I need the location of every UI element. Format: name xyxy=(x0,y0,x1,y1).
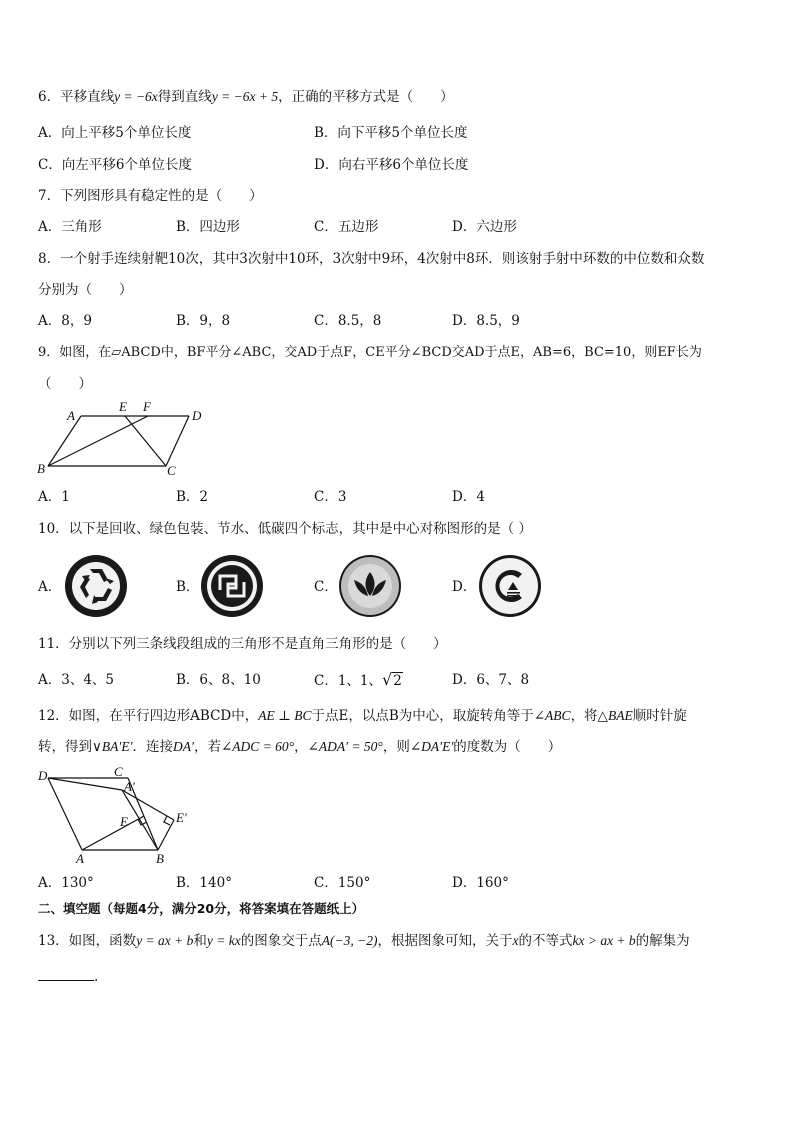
answer-blank[interactable] xyxy=(38,966,94,981)
section-title: 二、填空题（每题4分，满分20分，将答案填在答题纸上） xyxy=(38,901,365,916)
q12-eq-triangle: BAE xyxy=(607,708,633,723)
label-c: C xyxy=(167,463,176,478)
q12-text: ，若 xyxy=(193,739,221,755)
q7-option-a: A．三角形 xyxy=(38,219,102,235)
q11-option-c-text: C．1、1、 xyxy=(314,673,383,689)
q12-eq-angle: ∠ABC xyxy=(533,708,571,723)
q13-eq1: y = ax + b xyxy=(136,933,194,948)
q8-option-c: C．8.5，8 xyxy=(314,313,382,329)
q6-eq2: y = −6x + 5 xyxy=(211,89,279,104)
q12-rotation-figure xyxy=(34,764,204,868)
label-c: C xyxy=(114,764,123,779)
q13-stem xyxy=(38,932,690,950)
q9-stem-line2: （ ） xyxy=(38,376,92,392)
q12-eq-da: DA′ xyxy=(173,739,194,754)
label-d: D xyxy=(38,768,48,783)
segment-da xyxy=(48,778,82,850)
q13-text: 和 xyxy=(193,933,207,949)
q12-eq-ada: ∠ADA′ = 50° xyxy=(307,739,383,754)
recycle-logo-icon xyxy=(64,554,128,618)
q6-text-mid: 得到直线 xyxy=(157,89,212,105)
q6-option-a: A．向上平移5个单位长度 xyxy=(38,125,192,141)
q13-answer-line xyxy=(38,966,98,986)
q8-stem-line2: 分别为（ ） xyxy=(38,282,133,298)
label-e-prime: E′ xyxy=(176,810,187,825)
q12-text: 转，得到 xyxy=(38,739,92,755)
q12-text: ， xyxy=(294,739,308,755)
q10-option-b: B． xyxy=(176,579,200,595)
q13-inequality: kx > ax + b xyxy=(572,933,636,948)
q12-option-a: A．130° xyxy=(38,875,94,891)
q11-stem: 11．分别以下列三条线段组成的三角形不是直角三角形的是（ ） xyxy=(38,636,447,652)
q13-text: 13．如图，函数 xyxy=(38,933,137,949)
q13-text: 的图象交于点 xyxy=(240,933,322,949)
q12-eq-dae: ∠DA′E′ xyxy=(409,739,454,754)
q11-option-b: B．6、8、10 xyxy=(176,672,261,688)
label-a: A xyxy=(76,851,84,866)
q13-text: 的不等式 xyxy=(518,933,573,949)
q12-stem-line2 xyxy=(38,738,561,756)
q13-var: x xyxy=(512,933,519,948)
sqrt-radicand: 2 xyxy=(393,673,402,689)
q13-eq2: y = kx xyxy=(206,933,241,948)
q8-stem-line1: 8．一个射手连续射靶10次，其中3次射中10环，3次射中9环，4次射中8环．则该射手射中环数的中位数和众数 xyxy=(38,251,705,267)
segment-a-prime-e-prime xyxy=(122,790,174,820)
q11-option-a: A．3、4、5 xyxy=(38,672,115,688)
q12-option-c: C．150° xyxy=(314,875,371,891)
segment-bf xyxy=(48,416,148,466)
q13-text: 的解集为 xyxy=(635,933,690,949)
q12-text: 的度数为（ ） xyxy=(453,739,562,755)
q13-text: ，根据图象可知，关于 xyxy=(377,933,513,949)
q12-text: 顺时针旋 xyxy=(632,708,687,724)
label-b: B xyxy=(156,851,164,866)
q7-stem: 7．下列图形具有稳定性的是（ ） xyxy=(38,188,263,204)
segment-dc xyxy=(166,416,189,466)
segment-ab xyxy=(48,416,81,466)
q11-option-d: D．6、7、8 xyxy=(452,672,530,688)
q6-option-c: C．向左平移6个单位长度 xyxy=(38,157,192,173)
q12-text: 于点E，以点B为中心，取旋转角等于 xyxy=(311,708,534,724)
segment-be-prime xyxy=(158,820,174,850)
label-d: D xyxy=(192,408,202,423)
label-f: F xyxy=(143,399,151,414)
q10-stem: 10．以下是回收、绿色包装、节水、低碳四个标志，其中是中心对称图形的是（ ） xyxy=(38,521,532,537)
q12-eq-perp: AE ⊥ BC xyxy=(258,708,312,723)
q6-text: 6．平移直线 xyxy=(38,89,115,105)
q12-text: ，则 xyxy=(382,739,410,755)
sqrt-symbol: √ xyxy=(382,670,393,689)
q8-option-b: B．9，8 xyxy=(176,313,231,329)
q10-option-c: C． xyxy=(314,579,338,595)
segment-ce xyxy=(125,416,166,466)
q7-option-b: B．四边形 xyxy=(176,219,240,235)
label-e: E xyxy=(120,814,128,829)
q9-option-b: B．2 xyxy=(176,489,209,505)
label-e: E xyxy=(119,399,127,414)
q9-option-c: C．3 xyxy=(314,489,347,505)
q12-eq-adc: ∠ADC = 60° xyxy=(220,739,295,754)
q12-option-d: D．160° xyxy=(452,875,509,891)
q9-option-d: D．4 xyxy=(452,489,485,505)
q12-text: ．连接 xyxy=(132,739,174,755)
label-a: A xyxy=(67,408,75,423)
q13-period: . xyxy=(94,969,99,985)
q12-eq-rotated: ∨BA′E′ xyxy=(92,739,133,754)
q6-option-d: D．向右平移6个单位长度 xyxy=(314,157,469,173)
q9-parallelogram-figure xyxy=(34,396,214,480)
segment-ae xyxy=(82,816,144,850)
q9-stem-line1: 9．如图，在▱ABCD中，BF平分∠ABC，交AD于点F，CE平分∠BCD交AD于点E，AB=6，BC=10，则EF长为 xyxy=(38,345,702,360)
q13-point: A(−3, −2) xyxy=(321,933,378,948)
q9-option-a: A．1 xyxy=(38,489,70,505)
q12-option-b: B．140° xyxy=(176,875,232,891)
q10-option-d: D． xyxy=(452,579,477,595)
label-b: B xyxy=(37,461,45,476)
q11-option-c xyxy=(314,671,403,690)
q6-text-post: ，正确的平移方式是（ ） xyxy=(278,89,454,105)
q8-option-d: D．8.5，9 xyxy=(452,313,520,329)
q12-stem-line1 xyxy=(38,707,687,725)
q6-stem xyxy=(38,88,454,106)
q6-eq1: y = −6x xyxy=(114,89,158,104)
q7-option-c: C．五边形 xyxy=(314,219,379,235)
water-saving-logo-icon xyxy=(338,554,402,618)
q8-option-a: A．8，9 xyxy=(38,313,92,329)
q7-option-d: D．六边形 xyxy=(452,219,517,235)
label-a-prime: A′ xyxy=(124,779,135,794)
q12-text: ，将△ xyxy=(570,708,608,724)
q10-option-a: A． xyxy=(38,579,62,595)
segment-da-prime xyxy=(48,778,122,790)
green-package-logo-icon xyxy=(200,554,264,618)
q6-option-b: B．向下平移5个单位长度 xyxy=(314,125,468,141)
q12-text: 12．如图，在平行四边形ABCD中， xyxy=(38,708,259,724)
low-carbon-logo-icon xyxy=(478,554,542,618)
